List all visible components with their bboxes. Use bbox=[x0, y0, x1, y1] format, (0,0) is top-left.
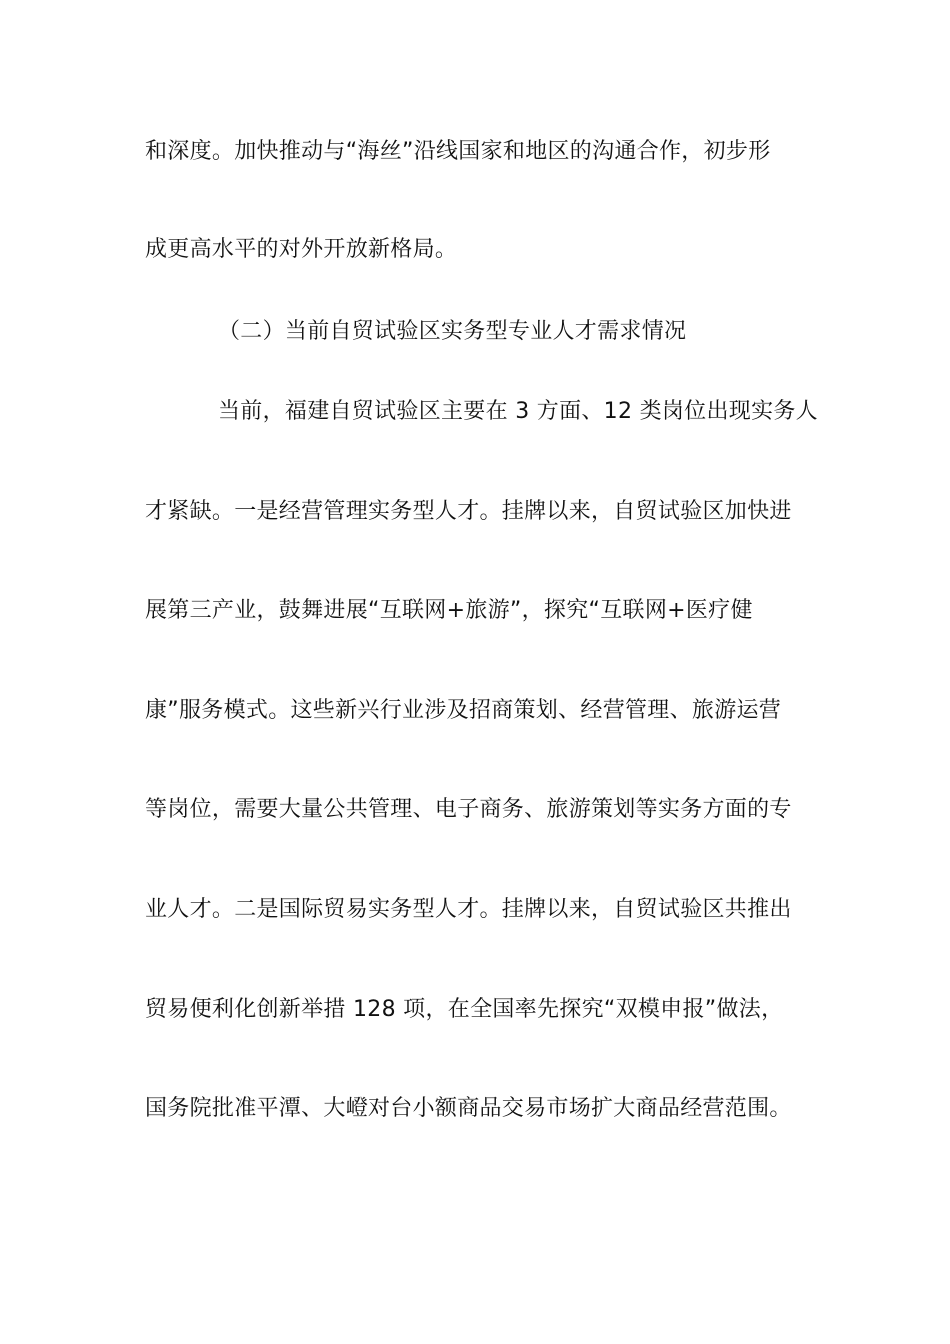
paragraph-line-5: 展第三产业，鼓舞进展“互联网+旅游”，探究“互联网+医疗健 bbox=[145, 598, 753, 623]
paragraph-line-3: 当前，福建自贸试验区主要在 3 方面、12 类岗位出现实务人 bbox=[218, 399, 818, 424]
paragraph-line-6: 康”服务模式。这些新兴行业涉及招商策划、经营管理、旅游运营 bbox=[145, 698, 782, 723]
paragraph-line-10: 国务院批准平潭、大嶝对台小额商品交易市场扩大商品经营范围。 bbox=[145, 1096, 792, 1121]
section-heading: （二）当前自贸试验区实务型专业人才需求情况 bbox=[218, 319, 687, 344]
paragraph-line-2: 成更高水平的对外开放新格局。 bbox=[145, 237, 458, 262]
paragraph-line-4: 才紧缺。一是经营管理实务型人才。挂牌以来，自贸试验区加快进 bbox=[145, 499, 792, 524]
paragraph-line-9: 贸易便利化创新举措 128 项，在全国率先探究“双模申报”做法， bbox=[145, 997, 784, 1022]
paragraph-line-1: 和深度。加快推动与“海丝”沿线国家和地区的沟通合作，初步形 bbox=[145, 139, 771, 164]
paragraph-line-8: 业人才。二是国际贸易实务型人才。挂牌以来，自贸试验区共推出 bbox=[145, 897, 792, 922]
paragraph-line-7: 等岗位，需要大量公共管理、电子商务、旅游策划等实务方面的专 bbox=[145, 797, 792, 822]
